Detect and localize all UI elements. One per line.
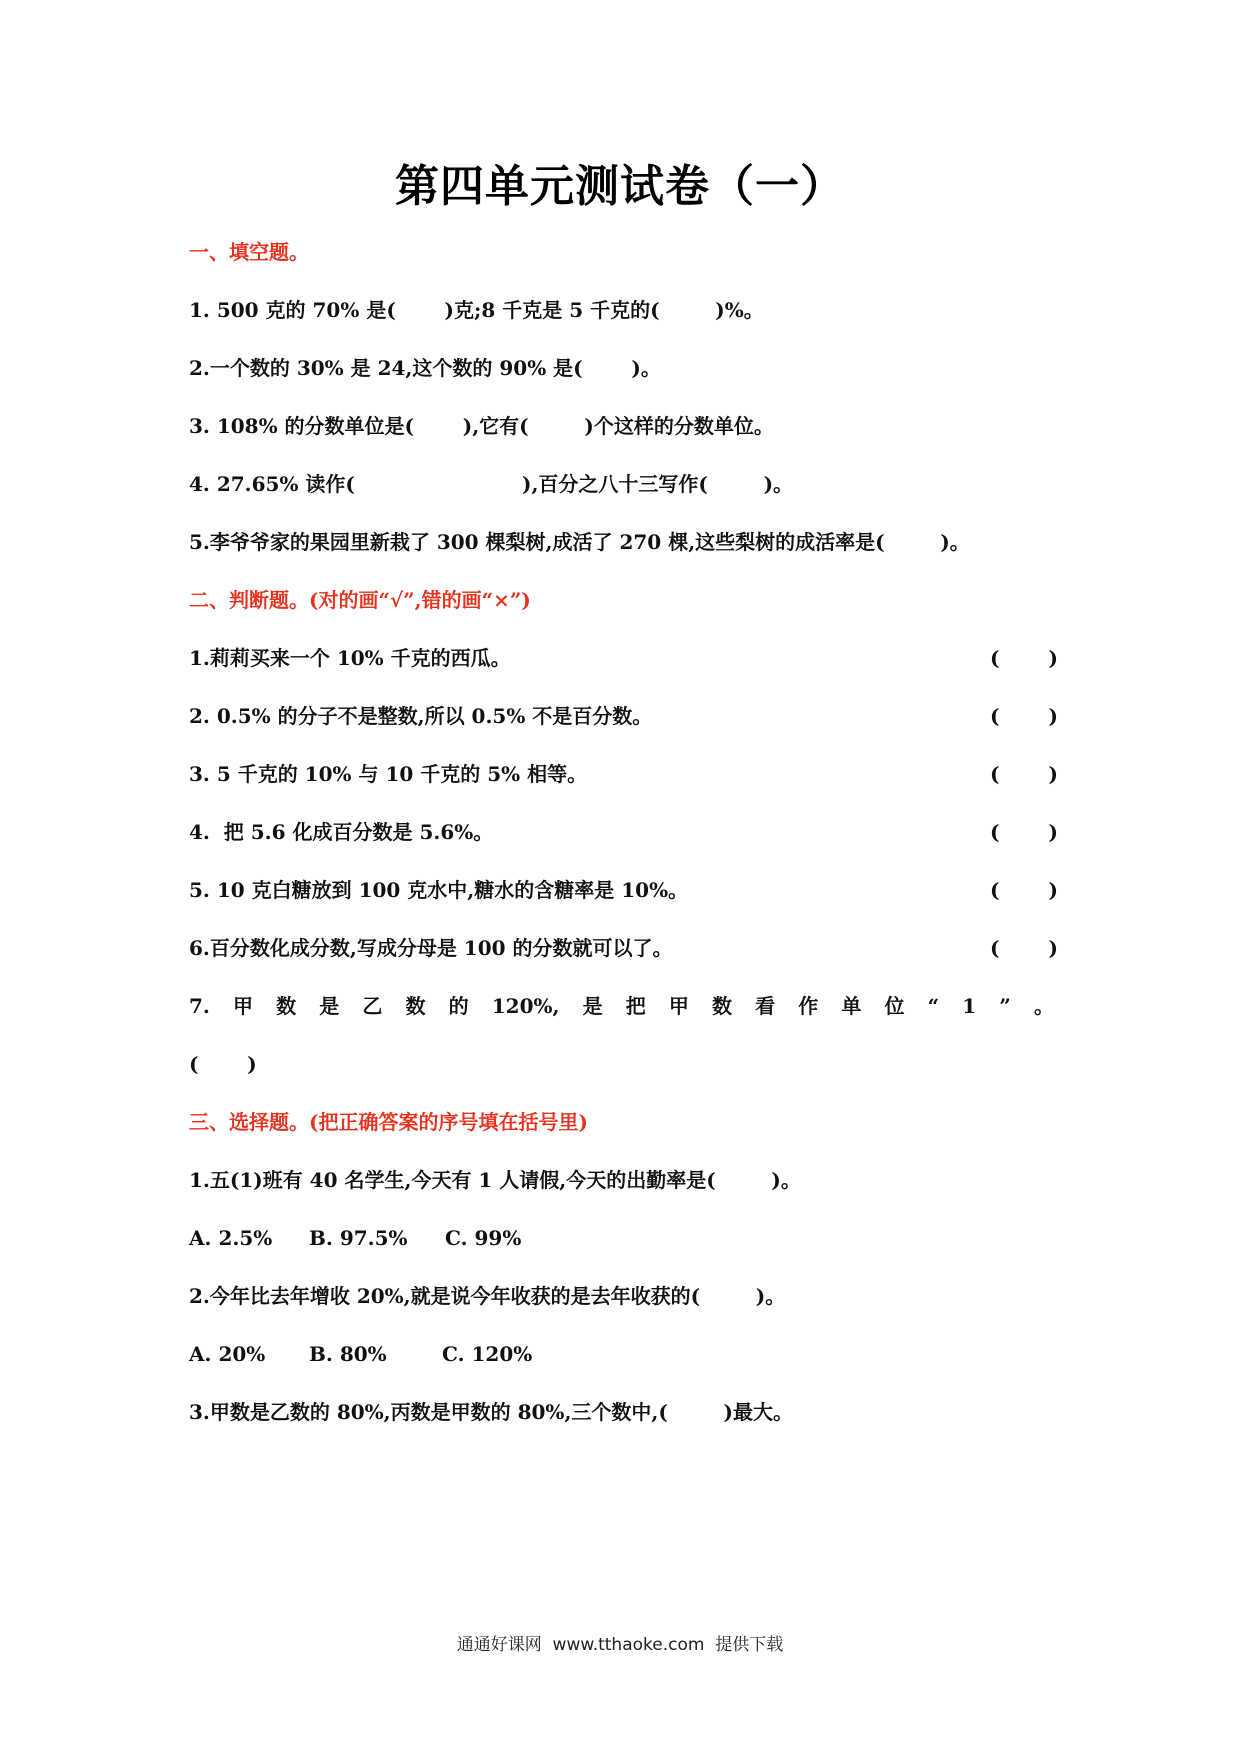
paren-close: ) <box>1048 646 1058 670</box>
answer-parentheses <box>990 760 1058 788</box>
true-false-item-4: 4. 把 5.6 化成百分数是 5.6%。 <box>189 820 494 844</box>
word: 位 <box>884 994 905 1018</box>
word: 乙 <box>362 994 383 1018</box>
word: 数 <box>276 994 297 1018</box>
paren-close: ) <box>1048 936 1058 960</box>
option-c: C. 120% <box>442 1342 533 1366</box>
paren-open: ( <box>990 704 1000 728</box>
fill-blank-item-4: 4. 27.65% 读作( ),百分之八十三写作( )。 <box>189 472 794 496</box>
choice-question-1: 1.五(1)班有 40 名学生,今天有 1 人请假,今天的出勤率是( )。 <box>189 1168 801 1192</box>
footer-download-note: 通通好课网 www.tthaoke.com 提供下载 <box>456 1635 784 1655</box>
page-title: 第四单元测试卷（一） <box>395 161 845 212</box>
answer-parentheses <box>990 644 1058 672</box>
paren-close: ) <box>1048 704 1058 728</box>
word: 120%, <box>491 994 560 1018</box>
fill-blank-item-3: 3. 108% 的分数单位是( ),它有( )个这样的分数单位。 <box>189 414 774 438</box>
word: 是 <box>582 994 603 1018</box>
word: 甲 <box>668 994 689 1018</box>
word: 作 <box>798 994 819 1018</box>
word: 数 <box>711 994 732 1018</box>
true-false-item-1: 1.莉莉买来一个 10% 千克的西瓜。 <box>189 646 511 670</box>
paren-open: ( <box>990 878 1000 902</box>
option-b: B. 80% <box>309 1342 387 1366</box>
paren-open: ( <box>990 820 1000 844</box>
word: 看 <box>755 994 776 1018</box>
section-heading-multiple-choice: 三、选择题。(把正确答案的序号填在括号里) <box>189 1110 588 1134</box>
paren-close: ) <box>1048 878 1058 902</box>
section-heading-true-false: 二、判断题。(对的画“√”,错的画“×”) <box>189 588 531 612</box>
true-false-item-2: 2. 0.5% 的分子不是整数,所以 0.5% 不是百分数。 <box>189 704 653 728</box>
option-b: B. 97.5% <box>309 1226 408 1250</box>
word: 把 <box>625 994 646 1018</box>
true-false-item-5: 5. 10 克白糖放到 100 克水中,糖水的含糖率是 10%。 <box>189 878 689 902</box>
true-false-item-7-answer: ( ) <box>189 1052 257 1076</box>
answer-parentheses <box>990 818 1058 846</box>
true-false-item-3: 3. 5 千克的 10% 与 10 千克的 5% 相等。 <box>189 762 588 786</box>
word: 的 <box>448 994 469 1018</box>
fill-blank-item-1: 1. 500 克的 70% 是( )克;8 千克是 5 千克的( )%。 <box>189 298 764 322</box>
answer-parentheses <box>990 876 1058 904</box>
paren-open: ( <box>990 646 1000 670</box>
choice-question-2: 2.今年比去年增收 20%,就是说今年收获的是去年收获的( )。 <box>189 1284 786 1308</box>
word: ” <box>999 994 1011 1018</box>
fill-blank-item-5: 5.李爷爷家的果园里新栽了 300 棵梨树,成活了 270 棵,这些梨树的成活率是( )。 <box>189 530 970 554</box>
answer-parentheses <box>990 702 1058 730</box>
option-a: A. 2.5% <box>189 1226 273 1250</box>
fill-blank-item-2: 2.一个数的 30% 是 24,这个数的 90% 是( )。 <box>189 356 661 380</box>
word: 数 <box>405 994 426 1018</box>
word: 。 <box>1033 994 1054 1018</box>
true-false-item-6: 6.百分数化成分数,写成分母是 100 的分数就可以了。 <box>189 936 673 960</box>
word: 单 <box>841 994 862 1018</box>
section-heading-fill-blank: 一、填空题。 <box>189 240 309 264</box>
choice-options-2 <box>189 1340 532 1368</box>
word: 7. <box>189 994 210 1018</box>
paren-close: ) <box>1048 762 1058 786</box>
word: 甲 <box>233 994 254 1018</box>
paren-open: ( <box>990 762 1000 786</box>
true-false-item-7 <box>189 992 1054 1020</box>
word: 1 <box>962 994 977 1018</box>
answer-parentheses <box>990 934 1058 962</box>
option-c: C. 99% <box>445 1226 522 1250</box>
option-a: A. 20% <box>189 1342 266 1366</box>
word: 是 <box>319 994 340 1018</box>
paren-close: ) <box>1048 820 1058 844</box>
paren-open: ( <box>990 936 1000 960</box>
word: “ <box>927 994 940 1018</box>
choice-options-1 <box>189 1224 521 1252</box>
choice-question-3: 3.甲数是乙数的 80%,丙数是甲数的 80%,三个数中,( )最大。 <box>189 1400 793 1424</box>
